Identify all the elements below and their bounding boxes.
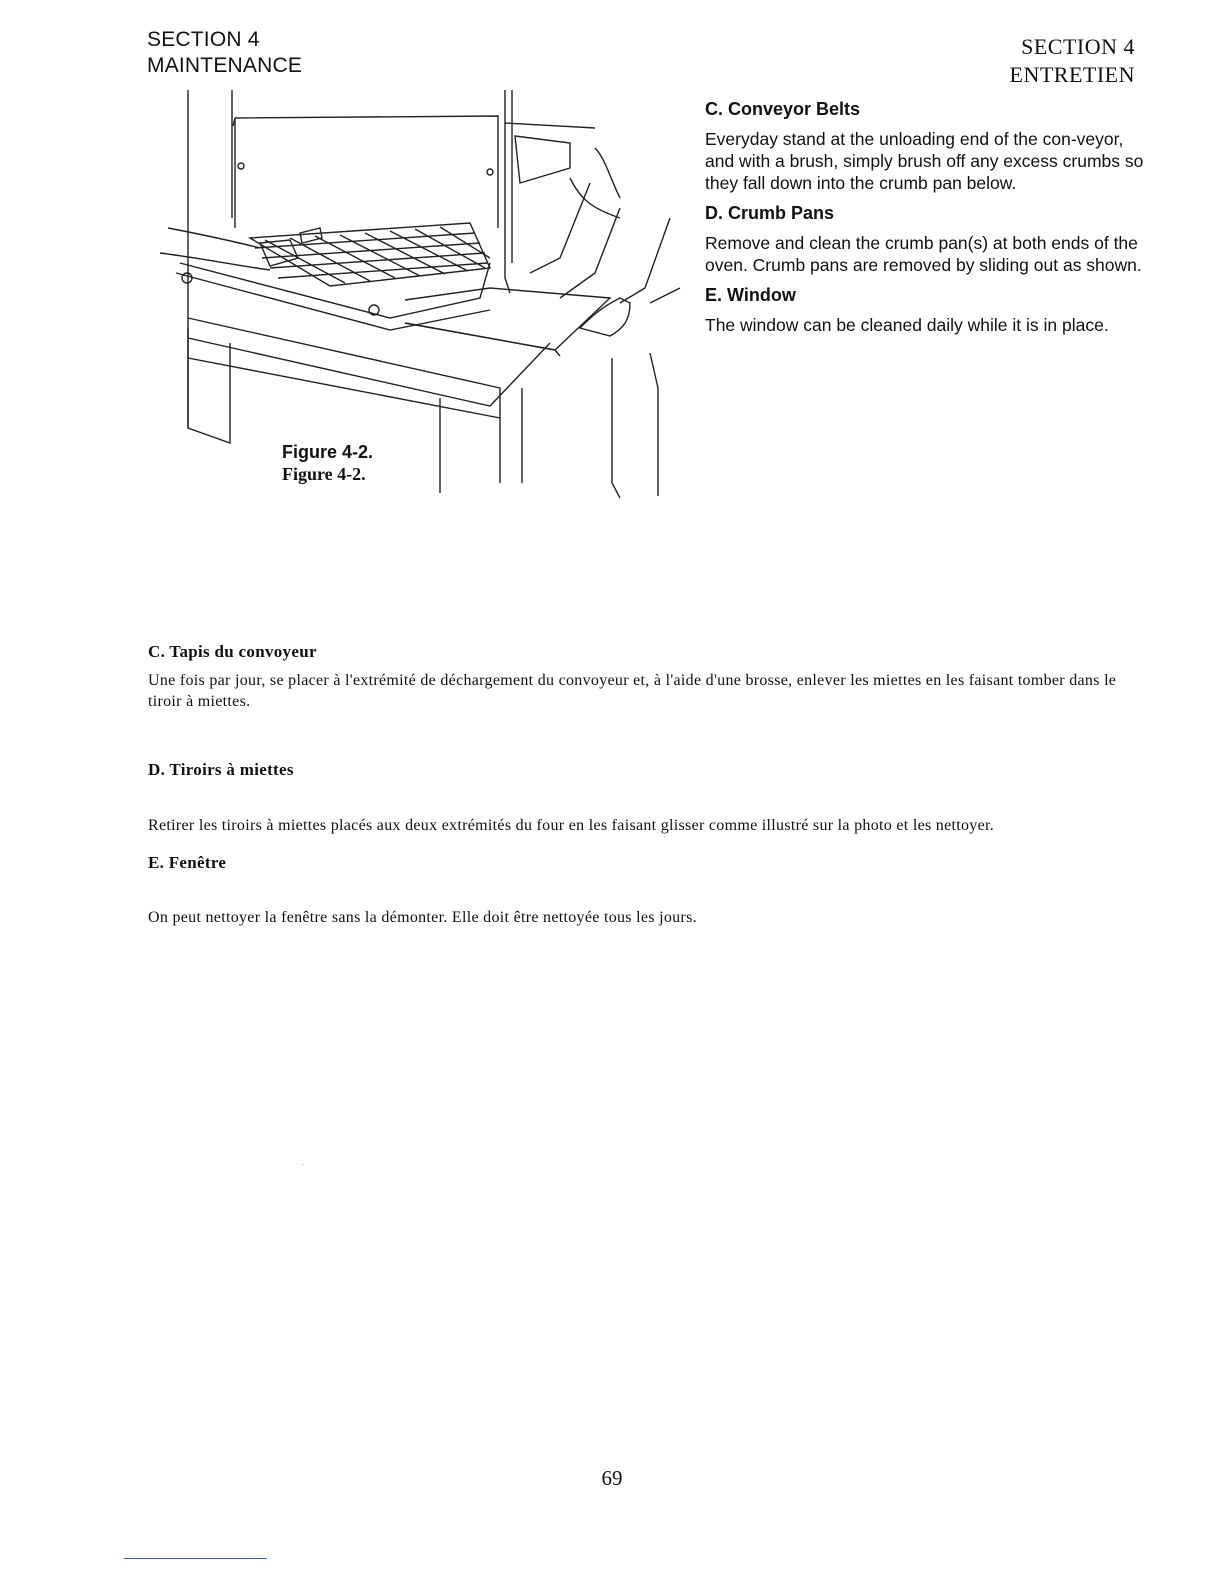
fr-heading-tiroirs [148,760,1148,780]
fr-heading-tapis [148,642,1148,662]
section-label-en: SECTION 4 [147,28,260,51]
scan-speck [302,1164,303,1165]
text-crumb-pans: Remove and clean the crumb pan(s) at both ends of the oven. Crumb pans are removed by sliding out as shown. [705,233,1142,275]
header-french [1010,33,1135,89]
heading-window: E. Window [705,285,796,305]
heading-fenetre: E. Fenêtre [148,853,227,872]
figure-caption-en: Figure 4-2. [282,442,374,462]
section-label-fr: SECTION 4 [1021,34,1135,59]
heading-tapis-convoyeur: C. Tapis du convoyeur [148,642,317,661]
heading-tiroirs-miettes: D. Tiroirs à miettes [148,760,294,779]
section-title-fr: ENTRETIEN [1009,62,1135,87]
fr-text-tapis [148,670,1148,712]
fr-text-tiroirs [148,815,1148,836]
english-instructions [705,98,1145,344]
text-window: The window can be cleaned daily while it is in place. [705,315,1109,335]
bottom-rule [124,1558,267,1559]
page-number: 69 [601,1466,623,1490]
text-fenetre: On peut nettoyer la fenêtre sans la démonter. Elle doit être nettoyée tous les jours. [148,909,697,926]
text-tapis-convoyeur: Une fois par jour, se placer à l'extrémité de déchargement du convoyeur et, à l'aide d'une brosse, enlever les miettes en les faisant tomber dans le tiroir à miettes. [148,672,1117,710]
fr-text-fenetre [148,907,1148,928]
figure-caption-fr: Figure 4-2. [282,464,366,484]
heading-conveyor-belts: C. Conveyor Belts [705,99,861,119]
heading-crumb-pans: D. Crumb Pans [705,203,835,223]
oven-illustration [150,88,690,508]
fr-heading-fenetre [148,853,1148,873]
text-tiroirs-miettes: Retirer les tiroirs à miettes placés aux deux extrémités du four en les faisant glisser comme illustré sur la photo et les nettoyer. [148,817,995,834]
header-english [147,27,302,79]
text-conveyor-belts: Everyday stand at the unloading end of the con-veyor, and with a brush, simply brush off any excess crumbs so they fall down into the crumb pan below. [705,129,1144,193]
section-title-en: MAINTENANCE [147,54,303,77]
